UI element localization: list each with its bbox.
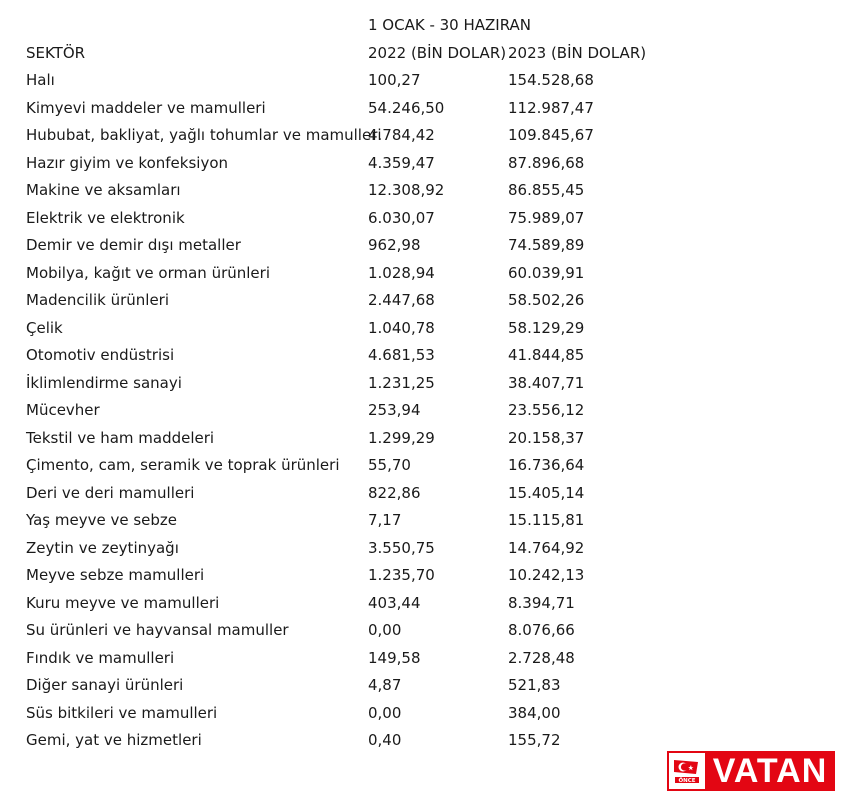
value-2022-cell: 1.299,29	[368, 428, 435, 447]
sector-cell: Mobilya, kağıt ve orman ürünleri	[26, 263, 270, 282]
sector-cell: Hazır giyim ve konfeksiyon	[26, 153, 229, 172]
value-2022-cell: 0,40	[368, 731, 402, 749]
table-row	[26, 67, 668, 95]
export-table	[26, 12, 668, 755]
sector-cell: Kuru meyve ve mamulleri	[26, 593, 220, 612]
table-row	[26, 397, 668, 425]
value-2023-cell: 15.115,81	[508, 511, 585, 529]
sector-cell: Hububat, bakliyat, yağlı tohumlar ve mamulleri	[26, 126, 382, 144]
column-header-row	[26, 40, 668, 68]
value-2023-cell: 155,72	[508, 731, 561, 749]
table-row	[26, 260, 668, 288]
sector-cell: Çimento, cam, seramik ve toprak ürünleri	[26, 456, 340, 474]
value-2023-cell: 60.039,91	[508, 263, 585, 282]
value-2023-cell: 8.076,66	[508, 621, 575, 639]
value-2022-cell: 7,17	[368, 511, 402, 529]
sector-cell: Diğer sanayi ürünleri	[26, 676, 184, 694]
sector-cell: Madencilik ürünleri	[26, 291, 170, 309]
value-2022-cell: 4.784,42	[368, 126, 435, 144]
table-row	[26, 370, 668, 398]
table-row	[26, 95, 668, 123]
value-2022-cell: 55,70	[368, 456, 411, 474]
turkish-flag-icon	[672, 758, 702, 784]
sector-cell: Süs bitkileri ve mamulleri	[26, 703, 218, 722]
sector-cell: Deri ve deri mamulleri	[26, 483, 195, 502]
value-2022-cell: 0,00	[368, 703, 402, 722]
value-2023-cell: 75.989,07	[508, 208, 585, 227]
table-row	[26, 122, 668, 150]
table-row	[26, 480, 668, 508]
sector-cell: Mücevher	[26, 401, 100, 419]
table-row	[26, 672, 668, 700]
value-2022-cell: 4,87	[368, 676, 402, 694]
value-2023-cell: 38.407,71	[508, 373, 585, 392]
value-2023-cell: 2.728,48	[508, 648, 575, 667]
value-2023-cell: 74.589,89	[508, 236, 585, 254]
value-2022-cell: 1.231,25	[368, 373, 435, 392]
value-2023-cell: 20.158,37	[508, 428, 585, 447]
value-2023-cell: 87.896,68	[508, 153, 585, 172]
period-header-row	[26, 12, 668, 40]
sector-cell: Çelik	[26, 318, 63, 337]
value-2022-cell: 4.359,47	[368, 153, 435, 172]
value-2022-cell: 149,58	[368, 648, 421, 667]
value-2023-cell: 14.764,92	[508, 538, 585, 557]
value-2023-cell: 154.528,68	[508, 71, 594, 89]
table-row	[26, 287, 668, 315]
value-2023-cell: 23.556,12	[508, 401, 585, 419]
value-2022-cell: 0,00	[368, 621, 402, 639]
value-2023-cell: 8.394,71	[508, 593, 575, 612]
value-2022-cell: 253,94	[368, 401, 421, 419]
value-2022-cell: 2.447,68	[368, 291, 435, 309]
badge-text: ÖNCE	[678, 778, 696, 784]
table-row	[26, 535, 668, 563]
value-2023-cell: 41.844,85	[508, 346, 585, 364]
sector-cell: Fındık ve mamulleri	[26, 648, 175, 667]
sector-cell: Halı	[26, 71, 55, 89]
sector-cell: Meyve sebze mamulleri	[26, 566, 205, 584]
value-2023-cell: 521,83	[508, 676, 561, 694]
column-header-2022: 2022 (BİN DOLAR)	[368, 43, 507, 62]
column-header-sector: SEKTÖR	[26, 43, 86, 62]
table-row	[26, 342, 668, 370]
table-row	[26, 590, 668, 618]
sector-cell: Su ürünleri ve hayvansal mamuller	[26, 621, 289, 639]
value-2022-cell: 6.030,07	[368, 208, 435, 227]
table-row	[26, 315, 668, 343]
sector-cell: Makine ve aksamları	[26, 181, 181, 199]
vatan-logo	[667, 751, 835, 791]
sector-cell: Kimyevi maddeler ve mamulleri	[26, 98, 266, 117]
value-2022-cell: 3.550,75	[368, 538, 435, 557]
sector-cell: Demir ve demir dışı metaller	[26, 236, 241, 254]
sector-cell: İklimlendirme sanayi	[26, 373, 182, 392]
column-header-2023: 2023 (BİN DOLAR)	[508, 43, 647, 62]
value-2022-cell: 4.681,53	[368, 346, 435, 364]
table-row	[26, 507, 668, 535]
value-2023-cell: 58.129,29	[508, 318, 585, 337]
table-row	[26, 700, 668, 728]
value-2023-cell: 112.987,47	[508, 98, 594, 117]
value-2022-cell: 1.235,70	[368, 566, 435, 584]
sector-cell: Tekstil ve ham maddeleri	[26, 428, 215, 447]
period-header: 1 OCAK - 30 HAZIRAN	[368, 16, 532, 34]
flag-badge-icon	[669, 753, 705, 789]
value-2023-cell: 10.242,13	[508, 566, 585, 584]
table-body	[26, 67, 668, 755]
value-2022-cell: 403,44	[368, 593, 421, 612]
table-row	[26, 205, 668, 233]
table-row	[26, 727, 668, 755]
table-row	[26, 232, 668, 260]
value-2022-cell: 822,86	[368, 483, 421, 502]
value-2023-cell: 15.405,14	[508, 483, 585, 502]
value-2022-cell: 100,27	[368, 71, 421, 89]
table-row	[26, 177, 668, 205]
table-row	[26, 617, 668, 645]
table-row	[26, 425, 668, 453]
sector-cell: Gemi, yat ve hizmetleri	[26, 731, 202, 749]
table-row	[26, 150, 668, 178]
logo-wordmark: VATAN	[712, 752, 828, 790]
value-2022-cell: 962,98	[368, 236, 421, 254]
value-2023-cell: 58.502,26	[508, 291, 585, 309]
table-row	[26, 645, 668, 673]
value-2022-cell: 1.028,94	[368, 263, 435, 282]
sector-cell: Yaş meyve ve sebze	[26, 511, 178, 529]
value-2022-cell: 12.308,92	[368, 181, 445, 199]
value-2023-cell: 16.736,64	[508, 456, 585, 474]
value-2022-cell: 54.246,50	[368, 98, 445, 117]
table-row	[26, 452, 668, 480]
sector-cell: Elektrik ve elektronik	[26, 208, 185, 227]
sector-cell: Zeytin ve zeytinyağı	[26, 538, 179, 557]
value-2023-cell: 86.855,45	[508, 181, 585, 199]
value-2023-cell: 384,00	[508, 703, 561, 722]
sector-cell: Otomotiv endüstrisi	[26, 346, 175, 364]
table-row	[26, 562, 668, 590]
value-2022-cell: 1.040,78	[368, 318, 435, 337]
value-2023-cell: 109.845,67	[508, 126, 594, 144]
